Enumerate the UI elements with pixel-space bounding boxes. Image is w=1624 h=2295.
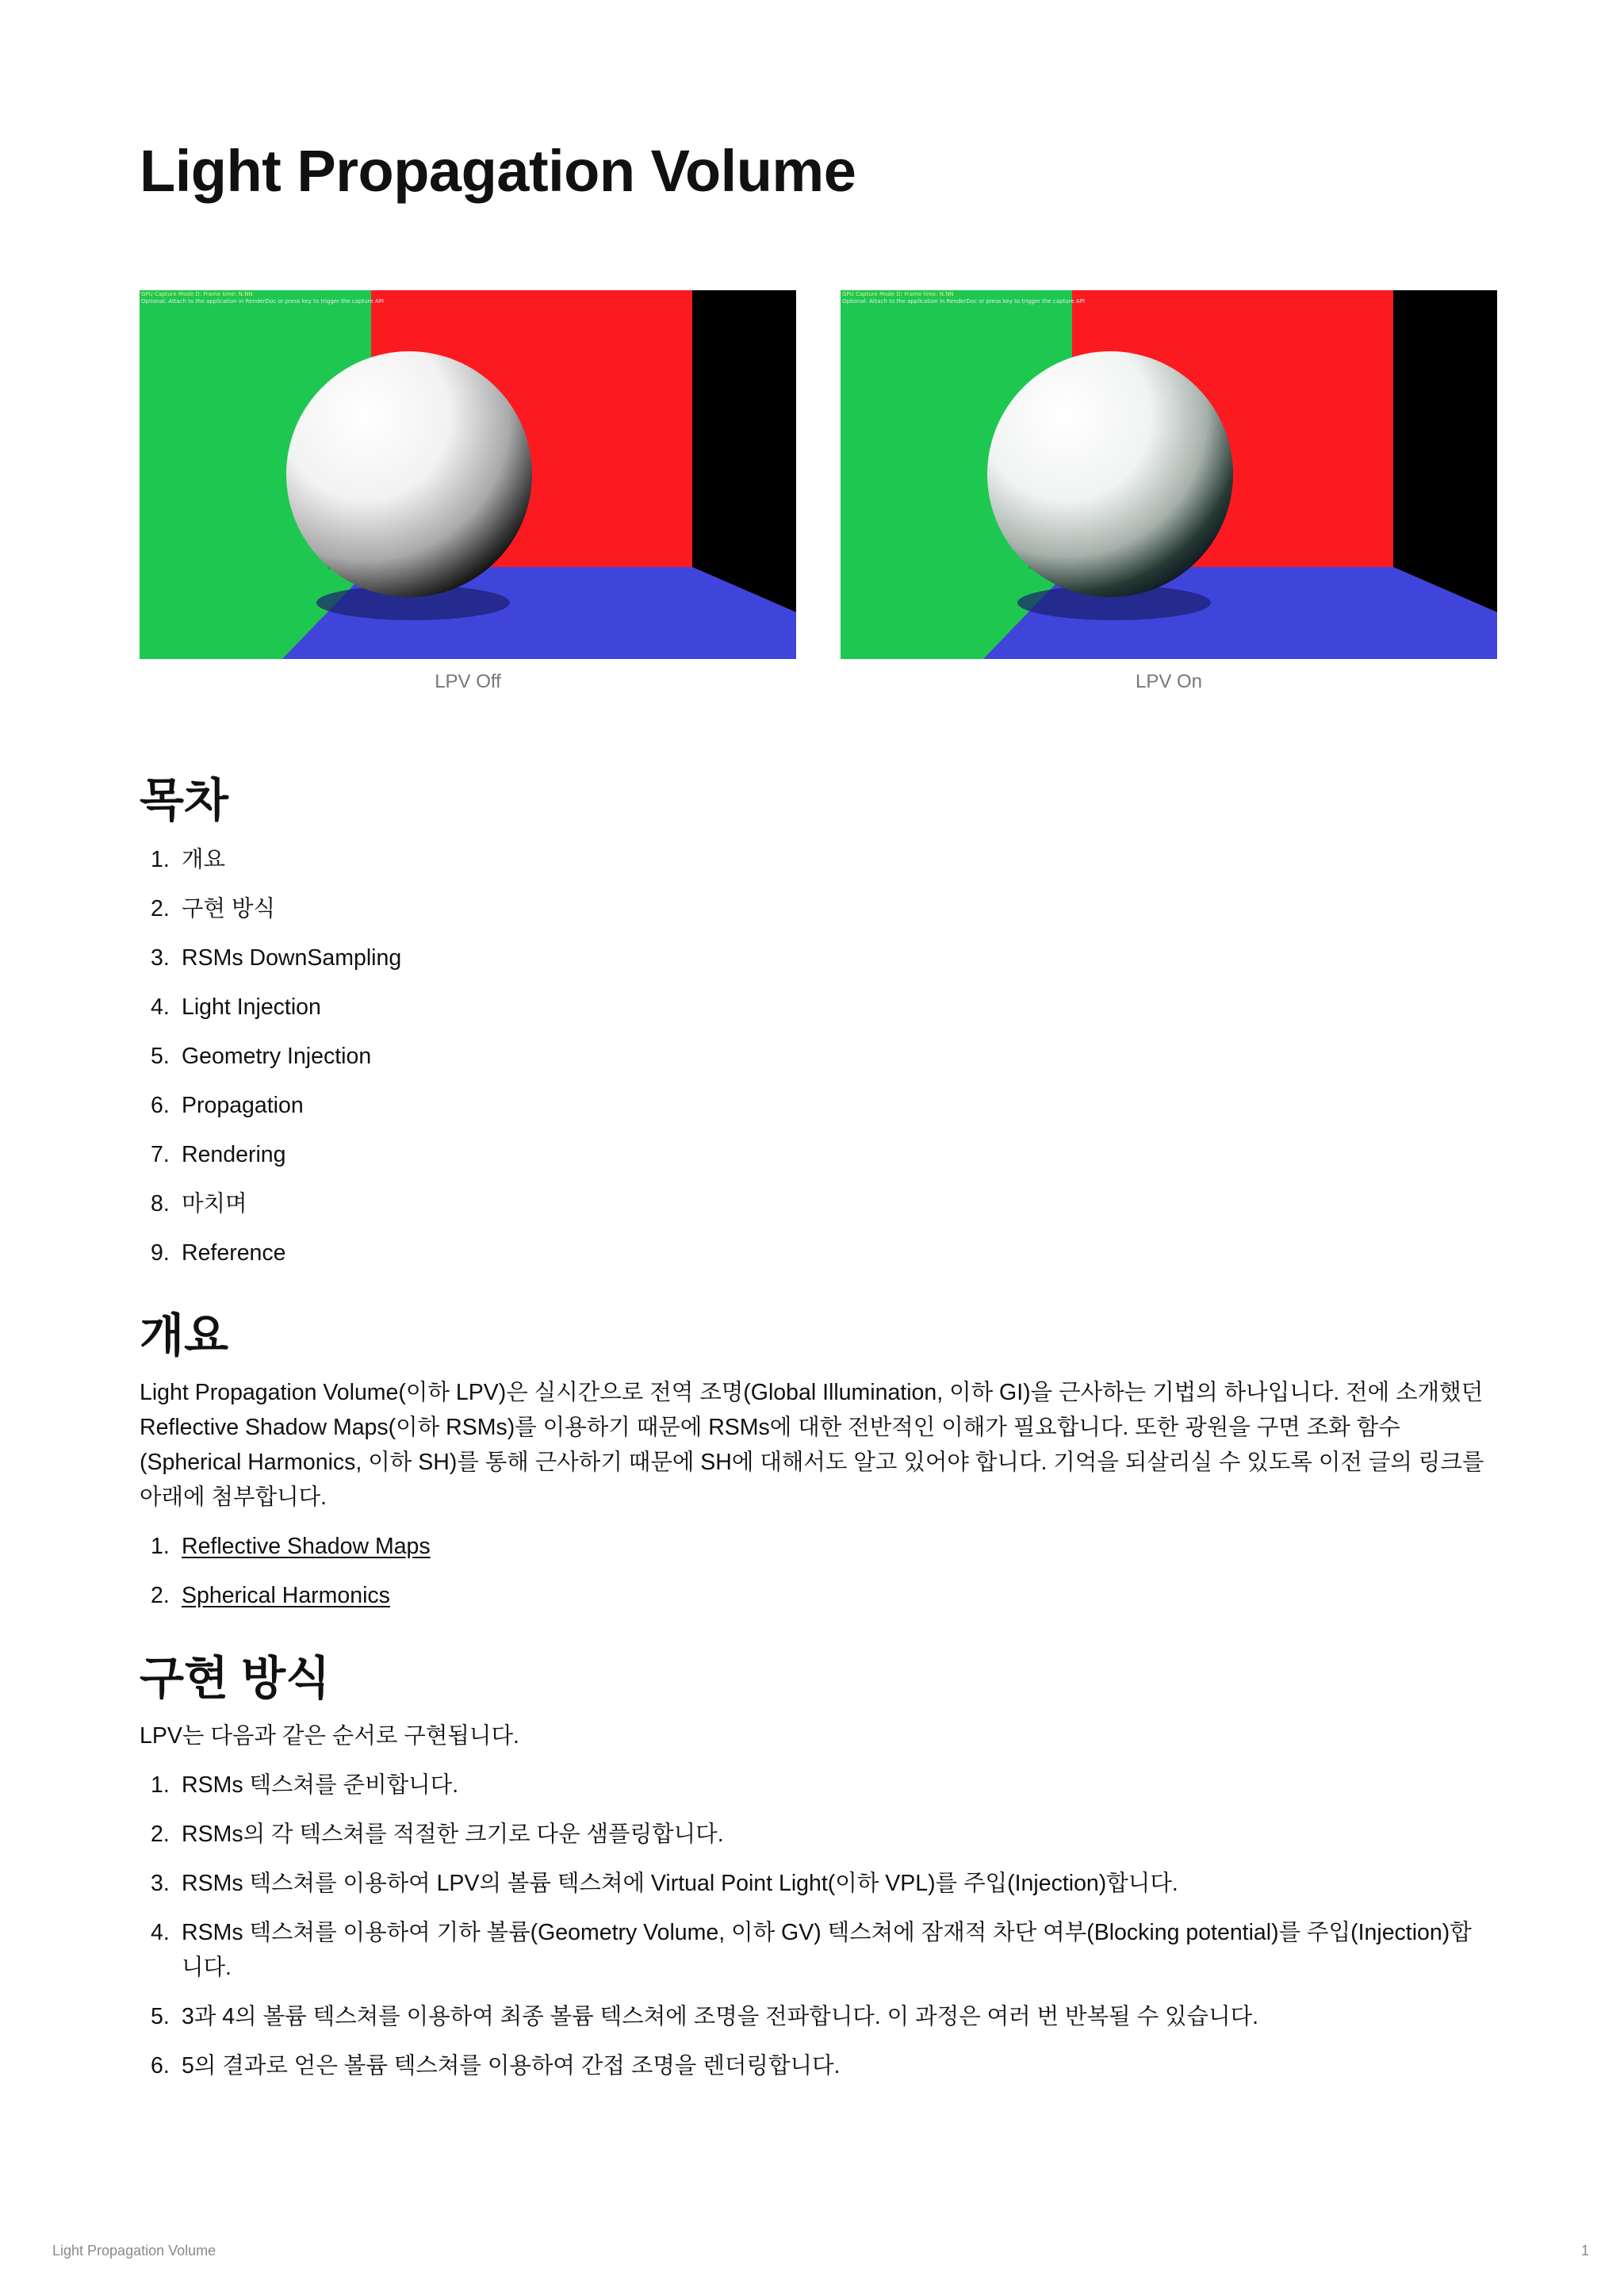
figure-caption: LPV On bbox=[1135, 671, 1203, 692]
figure-row bbox=[140, 290, 1497, 703]
implementation-steps bbox=[140, 1768, 1497, 2098]
toc-item[interactable]: 6. Propagation bbox=[151, 1093, 304, 1118]
step-item: 4. RSMs 텍스쳐를 이용하여 기하 볼륨(Geometry Volume, 이하 GV) 텍스쳐에 잠재적 차단 여부(Blocking potential)를 주입(Injection)합 니다. bbox=[151, 1920, 1472, 1980]
right-wall-black bbox=[692, 290, 796, 612]
step-item: 6. 5의 결과로 얻은 볼륨 텍스쳐를 이용하여 간접 조명을 렌더링합니다. bbox=[151, 2053, 841, 2079]
toc-item[interactable]: 7. Rendering bbox=[151, 1142, 286, 1167]
overlay-line-1: GPU Capture Mode D: Frame time: N.NN bbox=[842, 291, 954, 297]
page-title: Light Propagation Volume bbox=[140, 138, 856, 204]
reference-link-list bbox=[140, 1529, 1497, 1627]
capture-overlay-text bbox=[141, 291, 384, 305]
toc-list bbox=[140, 842, 1497, 1285]
footer-title: Light Propagation Volume bbox=[52, 2243, 216, 2259]
list-item: 1. Reflective Shadow Maps bbox=[151, 1534, 431, 1559]
cornell-box-scene bbox=[841, 290, 1497, 659]
step-item: 5. 3과 4의 볼륨 텍스쳐를 이용하여 최종 볼륨 텍스쳐에 조명을 전파합니다. 이 과정은 여러 번 반복될 수 있습니다. bbox=[151, 2004, 1259, 2029]
toc-item[interactable]: 9. Reference bbox=[151, 1240, 286, 1266]
sphere bbox=[286, 351, 532, 597]
footer-page-number: 1 bbox=[1580, 2243, 1589, 2259]
overlay-line-2: Optional: Attach to the application in RenderDoc or press key to trigger the capture API bbox=[141, 298, 384, 305]
sphere bbox=[987, 351, 1233, 597]
implementation-heading: 구현 방식 bbox=[140, 1653, 331, 1704]
toc-item[interactable]: 1. 개요 bbox=[151, 847, 226, 872]
overview-paragraph: Light Propagation Volume(이하 LPV)은 실시간으로 전역 조명(Global Illumination, 이하 GI)을 근사하는 기법의 하나입니다. 전에 소개했던 Reflective Shadow Maps(이하 RSMs)를 이용하기 때문에 RSMs에 대한 전반적인 이해가 필요합니다. 또한 광원을 구면 조화 함수 (Spherical Harmonics, 이하 SH)를 통해 근사하기 때문에 SH에 대해서도 알고 있어야 합니다. 기억을 되살리실 수 있도록 이전 글의 링크를 아래에 첨부합니다. bbox=[140, 1380, 1484, 1510]
render-image-lpv-off bbox=[140, 290, 796, 659]
overlay-line-1: GPU Capture Mode D: Frame time: N.NN bbox=[141, 291, 253, 297]
toc-heading: 목차 bbox=[140, 775, 229, 826]
step-item: 3. RSMs 텍스쳐를 이용하여 LPV의 볼륨 텍스쳐에 Virtual Point Light(이하 VPL)를 주입(Injection)합니다. bbox=[151, 1871, 1178, 1896]
toc-item[interactable]: 4. Light Injection bbox=[151, 994, 321, 1020]
list-item: 2. Spherical Harmonics bbox=[151, 1583, 390, 1608]
implementation-intro: LPV는 다음과 같은 순서로 구현됩니다. bbox=[140, 1723, 519, 1749]
figure-lpv-off bbox=[140, 290, 796, 693]
link-spherical-harmonics[interactable]: Spherical Harmonics bbox=[182, 1583, 390, 1608]
capture-overlay-text bbox=[842, 291, 1085, 305]
toc-item[interactable]: 5. Geometry Injection bbox=[151, 1044, 372, 1069]
figure-caption: LPV Off bbox=[435, 671, 501, 692]
toc-item[interactable]: 3. RSMs DownSampling bbox=[151, 945, 402, 971]
link-reflective-shadow-maps[interactable]: Reflective Shadow Maps bbox=[182, 1534, 431, 1559]
step-item: 1. RSMs 텍스쳐를 준비합니다. bbox=[151, 1772, 459, 1798]
render-image-lpv-on bbox=[841, 290, 1497, 659]
toc-item[interactable]: 8. 마치며 bbox=[151, 1191, 247, 1216]
step-item: 2. RSMs의 각 텍스쳐를 적절한 크기로 다운 샘플링합니다. bbox=[151, 1822, 724, 1847]
figure-lpv-on bbox=[841, 290, 1497, 693]
overlay-line-2: Optional: Attach to the application in RenderDoc or press key to trigger the capture API bbox=[842, 298, 1085, 305]
right-wall-black bbox=[1393, 290, 1497, 612]
toc-item[interactable]: 2. 구현 방식 bbox=[151, 896, 276, 921]
overview-heading: 개요 bbox=[140, 1310, 229, 1362]
cornell-box-scene bbox=[140, 290, 796, 659]
